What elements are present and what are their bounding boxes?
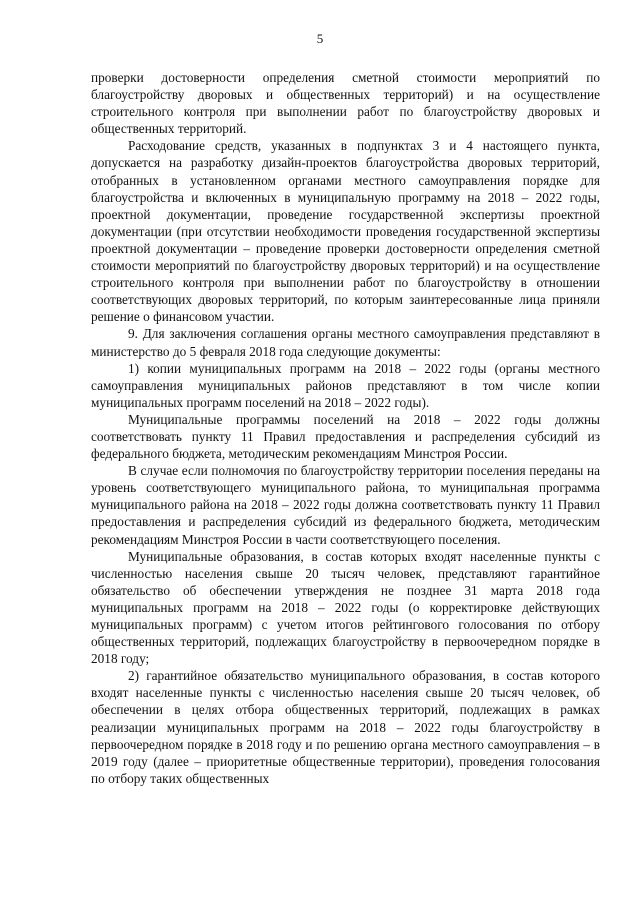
paragraph-subitem-1: 1) копии муниципальных программ на 2018 – 2022 годы (органы местного самоуправления муниципальных районов представляют в том числе копии муниципальных программ поселений на 2018 – 2022 годы). xyxy=(91,360,600,410)
paragraph-settlement-programs: Муниципальные программы поселений на 2018 – 2022 годы должны соответствовать пункту 11 Правил предоставления и распределения субсидий из федерального бюджета, методическим рекомендациям Минстроя России. xyxy=(91,411,600,462)
paragraph-delegated-powers: В случае если полномочия по благоустройству территории поселения переданы на уровень соответствующего муниципального района, то муниципальная программа муниципального района на 2018 – 2022 годы должна соответствовать пункту 11 Правил предоставления и распределения субсидий из федерального бюджета, методическим рекомендациям Минстроя России в части соответствующего поселения. xyxy=(91,463,600,547)
page-number: 5 xyxy=(316,31,324,46)
paragraph-guarantee-20k: Муниципальные образования, в состав которых входят населенные пункты с численностью населения свыше 20 тысяч человек, представляют гарантийное обязательство об обеспечении утверждения не позднее 31 марта 2018 года муниципальных программ на 2018 – 2022 годы (о корректировке действующих муниципальных программ) с учетом итогов рейтингового голосования по отбору общественных территорий, подлежащих благоустройству в первоочередном порядке в 2018 году; xyxy=(91,548,600,667)
document-body xyxy=(91,69,600,787)
paragraph-continuation: проверки достоверности определения сметной стоимости мероприятий по благоустройству дворовых и общественных территорий) и на осуществление строительного контроля при выполнении работ по благоустройству дворовых и общественных территорий. xyxy=(91,70,600,137)
paragraph-subitem-2: 2) гарантийное обязательство муниципального образования, в состав которого входят населенные пункты с численностью населения свыше 20 тысяч человек, об обеспечении в целях отбора общественных территорий, подлежащих в рамках реализации муниципальных программ на 2018 – 2022 годы благоустройству в первоочередном порядке в 2018 году и по решению органа местного самоуправления – в 2019 году (далее – приоритетные общественные территории), проведения голосования по отбору таких общественных xyxy=(91,668,600,786)
paragraph-item-9: 9. Для заключения соглашения органы местного самоуправления представляют в министерство до 5 февраля 2018 года следующие документы: xyxy=(91,326,600,359)
paragraph-spending: Расходование средств, указанных в подпунктах 3 и 4 настоящего пункта, допускается на разработку дизайн-проектов благоустройства дворовых территорий, отобранных в установленном органами местного самоуправления порядке для благоустройства и включенных в муниципальную программу на 2018 – 2022 годы, проектной документации, проведение государственной экспертизы проектной документации (при отсутствии необходимости проведения государственной экспертизы проектной документации – проведение проверки достоверности определения сметной стоимости мероприятий по благоустройству дворовых территорий) и на осуществление строительного контроля при выполнении работ по благоустройству в отношении соответствующих дворовых территорий, по которым заинтересованные лица приняли решение о финансовом участии. xyxy=(91,138,600,325)
